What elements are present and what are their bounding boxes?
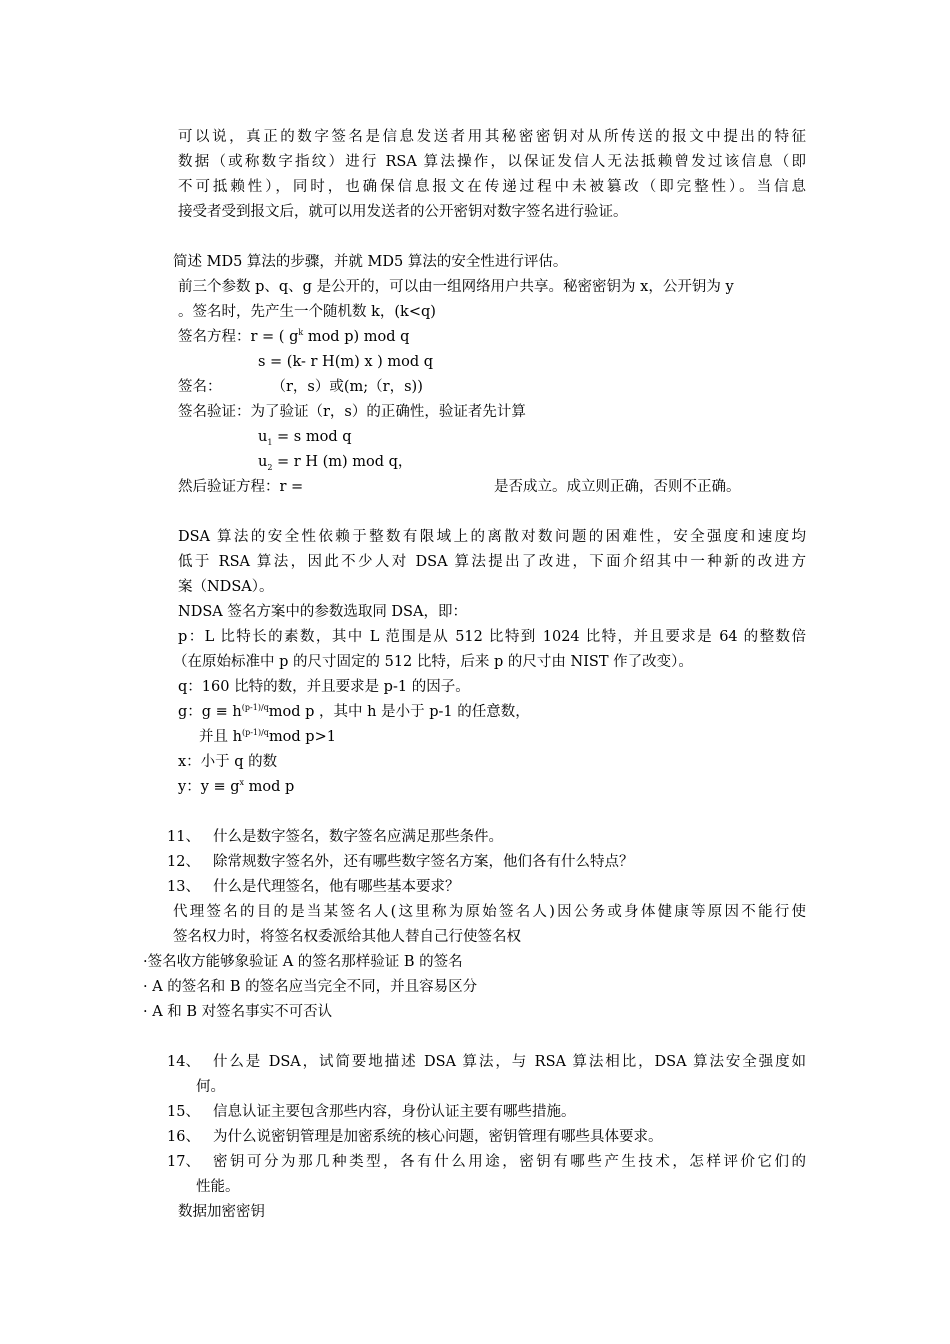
question-text: 除常规数字签名外，还有哪些数字签名方案，他们各有什么特点？ [213, 854, 634, 870]
ndsa-param-g-cond: 并且 $h^{(p-1)/q}mod$ p>1 [199, 728, 336, 745]
md5-question: 简述 MD5 算法的步骤，并就 MD5 算法的安全性进行评估。 [173, 254, 568, 270]
paragraph-line: 低于 RSA 算法，因此不少人对 DSA 算法提出了改进，下面介绍其中一种新的改进方 [178, 554, 806, 570]
ndsa-param-g: g：$g \equiv h^{(p-1)/q}mod$ p ，其中 h 是小于 p-1 的任意数， [178, 703, 530, 720]
sig-equation-s: s = (k- r H(m) x ) mod q [258, 354, 434, 370]
ndsa-param-p-note: （在原始标准中 p 的尺寸固定的 512 比特，后来 p 的尺寸由 NIST 作了改变）。 [173, 654, 693, 670]
paragraph-line: 不可抵赖性），同时，也确保信息报文在传递过程中未被篡改（即完整性）。当信息 [178, 179, 806, 195]
bullet-item: · A 和 B 对签名事实不可否认 [143, 1004, 333, 1020]
question-number: 17、 [167, 1154, 200, 1170]
sig-u1: $u_1 = s$ mod q [258, 429, 352, 447]
sig-verify-result: 是否成立。成立则正确，否则不正确。 [494, 479, 741, 495]
question-number: 14、 [167, 1054, 200, 1070]
question-text: 密钥可分为那几种类型，各有什么用途，密钥有哪些产生技术，怎样评价它们的 [213, 1154, 806, 1170]
paragraph-line: 案（NDSA）。 [178, 579, 274, 595]
sig-verify-equation: 然后验证方程：r = [178, 479, 304, 495]
ndsa-intro: NDSA 签名方案中的参数选取同 DSA，即： [178, 604, 467, 620]
bullet-item: · A 的签名和 B 的签名应当完全不同，并且容易区分 [143, 979, 478, 995]
sig-params-line: 。签名时，先产生一个随机数 k，(k<q) [178, 304, 436, 320]
question-number: 13、 [167, 879, 200, 895]
sig-u2: $u_2 = r$ H (m) mod q， [258, 454, 413, 472]
bullet-item: ·签名收方能够象验证 A 的签名那样验证 B 的签名 [143, 954, 463, 970]
sig-params-line: 前三个参数 p、q、g 是公开的，可以由一组网络用户共享。秘密密钥为 x，公开钥为 y [178, 279, 734, 295]
question-text-cont: 性能。 [196, 1179, 240, 1195]
proxy-answer-line: 签名权力时，将签名权委派给其他人替自己行使签名权 [173, 929, 521, 945]
ndsa-param-y: y：$y \equiv g^x$ mod p [178, 778, 295, 795]
sig-verify-intro: 签名验证：为了验证（r，s）的正确性，验证者先计算 [178, 404, 526, 420]
paragraph-line: 可以说，真正的数字签名是信息发送者用其秘密密钥对从所传送的报文中提出的特征 [178, 129, 806, 145]
question-number: 15、 [167, 1104, 200, 1120]
paragraph-line: 数据（或称数字指纹）进行 RSA 算法操作，以保证发信人无法抵赖曾发过该信息（即 [178, 154, 806, 170]
sig-equation-r: 签名方程：r = ( $g^k$ mod p) mod q [178, 328, 410, 345]
paragraph-line: DSA 算法的安全性依赖于整数有限域上的离散对数问题的困难性，安全强度和速度均 [178, 529, 806, 545]
question-text-cont: 何。 [196, 1079, 225, 1095]
question-text: 信息认证主要包含那些内容，身份认证主要有哪些措施。 [213, 1104, 576, 1120]
question-text: 什么是代理签名，他有哪些基本要求？ [213, 879, 460, 895]
question-number: 12、 [167, 854, 200, 870]
question-text: 为什么说密钥管理是加密系统的核心问题，密钥管理有哪些具体要求。 [213, 1129, 663, 1145]
proxy-answer-line: 代理签名的目的是当某签名人(这里称为原始签名人)因公务或身体健康等原因不能行使 [173, 904, 806, 920]
ndsa-param-x: x：小于 q 的数 [178, 754, 278, 770]
ndsa-param-p: p：L 比特长的素数，其中 L 范围是从 512 比特到 1024 比特，并且要求是 64 的整数倍 [178, 629, 806, 645]
ndsa-param-q: q：160 比特的数，并且要求是 p-1 的因子。 [178, 679, 470, 695]
question-text: 什么是 DSA，试简要地描述 DSA 算法，与 RSA 算法相比，DSA 算法安全强度如 [213, 1054, 806, 1070]
sig-output: 签名： （r，s）或(m;（r，s)) [178, 379, 423, 395]
paragraph-line: 接受者受到报文后，就可以用发送者的公开密钥对数字签名进行验证。 [178, 204, 628, 220]
question-text: 什么是数字签名，数字签名应满足那些条件。 [213, 829, 503, 845]
final-line: 数据加密密钥 [178, 1204, 265, 1220]
question-number: 11、 [167, 829, 200, 845]
question-number: 16、 [167, 1129, 200, 1145]
